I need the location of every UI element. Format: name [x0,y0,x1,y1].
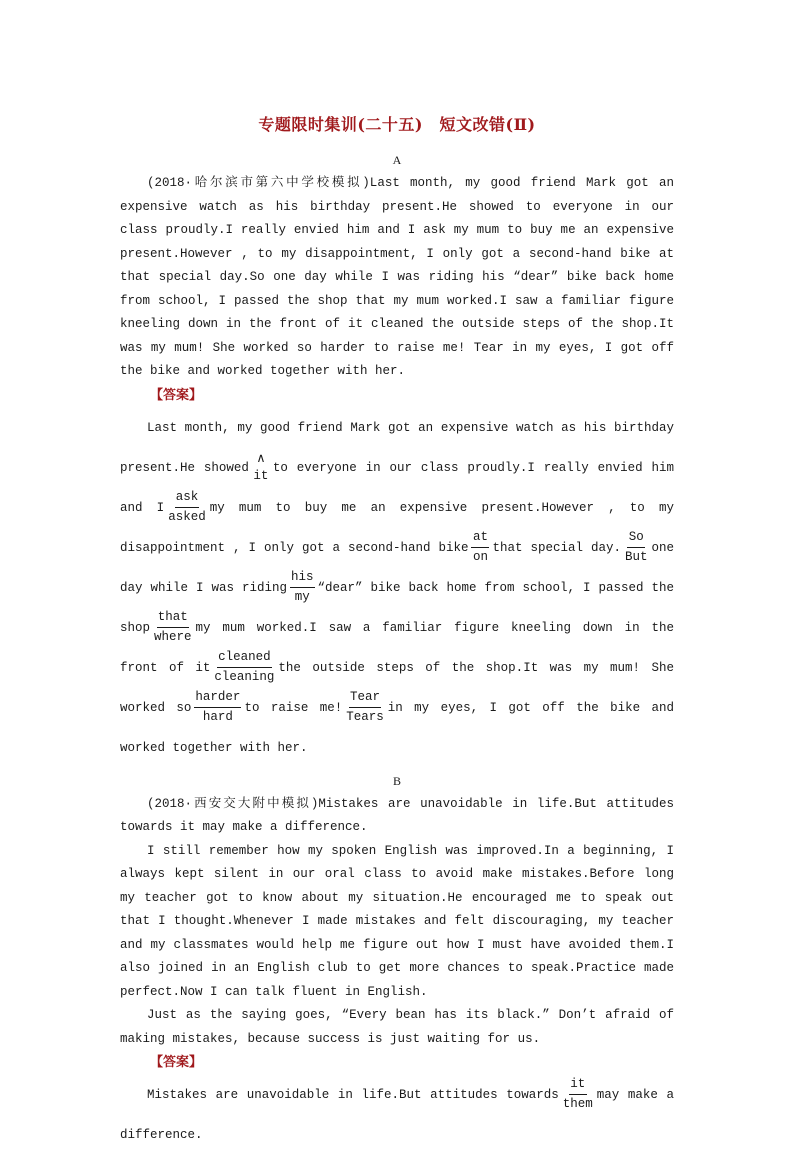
correction-new: them [562,1097,593,1112]
correction-new: where [154,629,192,644]
page-title: 专题限时集训(二十五) 短文改错(Ⅱ) [258,115,536,134]
section-a-passage: (2018·哈尔滨市第六中学校模拟)Last month, my good friend Mark got an expensive watch as his birthday present.He showed to everyone in our class proudly.I really envied him and I ask my mum to buy me an expensive present.However , to my disappointment, I only got a second-hand bike at that special day.So one day while I was riding his “dear” bike back home from school, I passed the shop that my mum worked.I saw a familiar figure kneeling down in the front of it cleaned the outside steps of the shop.It was my mum! She worked so harder to raise me! Tear in my eyes, I got off the bike and worked together with her. [120,176,674,378]
section-b-answer-label: 【答案】 [150,1055,203,1070]
section-b-heading: B [392,773,401,788]
correction-new: on [472,549,488,564]
correction-new: hard [202,709,233,724]
correction-2 [167,488,207,527]
correction-5 [290,568,315,607]
correction-original: ask [175,488,200,508]
answer-text: “dear” bike back home from school, I passed the shop [120,580,675,635]
correction-original: his [290,568,315,588]
correction-original: So [627,528,645,548]
correction-4 [624,528,649,567]
insert-caret: ∧ [256,450,266,466]
answer-text: one day while I was riding [120,540,674,595]
correction-6 [153,608,193,647]
correction-7 [213,648,275,687]
correction-original: Tear [349,688,381,708]
section-b-closing: Just as the saying goes, “Every bean has its black.” Don’t afraid of making mistakes, because success is just waiting for us. [120,1008,674,1046]
section-b-intro: (2018·西安交大附中模拟)Mistakes are unavoidable in life.But attitudes towards it may make a difference. [120,796,674,834]
answer-text: in my eyes, I got off the bike and worked together with her. [120,700,675,755]
answer-text: to raise me! [244,700,343,715]
answer-text: to everyone in our class proudly.I really envied him and I [120,460,674,515]
section-a-answer-label: 【答案】 [150,387,203,403]
correction-original: cleaned [217,648,272,668]
answer-text: my mum worked.I saw a familiar figure kneeling down in the front of it [120,620,674,675]
answer-text: Mistakes are unavoidable in life.But attitudes towards [147,1088,559,1102]
section-b-body: I still remember how my spoken English was improved.In a beginning, I always kept silent in our oral class to avoid make mistakes.Before long my teacher got to know about my situation.He encouraged me to speak out that I thought.Whenever I made mistakes and felt discouraging, my teacher and my classmates would help me figure out how I must have avoided them.I also joined in an English club to get more chances to speak.Practice made perfect.Now I can talk fluent in English. [120,843,674,999]
correction-original: at [471,528,489,548]
correction-1 [562,1075,594,1114]
section-b-answer [120,1075,674,1155]
correction-original: that [157,608,189,628]
correction-new: Tears [346,709,384,724]
correction-3 [471,528,489,567]
correction-new: my [294,589,310,604]
answer-text: the outside steps of the shop.It was my mum! She worked so [120,660,674,715]
correction-new: cleaning [214,669,275,684]
correction-new: it [253,469,269,484]
correction-8 [194,688,241,727]
answer-text: my mum to buy me an expensive present.However , to my disappointment , I only got a second-hand bike [120,500,674,555]
answer-text: may make a difference. [120,1088,674,1142]
correction-original: harder [194,688,241,708]
document-page [120,112,674,1155]
section-a-heading: A [392,153,402,167]
answer-text: Last month, my good friend Mark got an expensive watch as his birthday present.He showed [120,420,674,475]
correction-9 [345,688,385,727]
correction-original: it [569,1075,587,1095]
correction-1 [252,448,270,486]
correction-new: But [624,549,648,564]
section-a-answer [120,408,674,768]
answer-text: that special day. [492,540,621,555]
correction-new: asked [168,509,206,524]
